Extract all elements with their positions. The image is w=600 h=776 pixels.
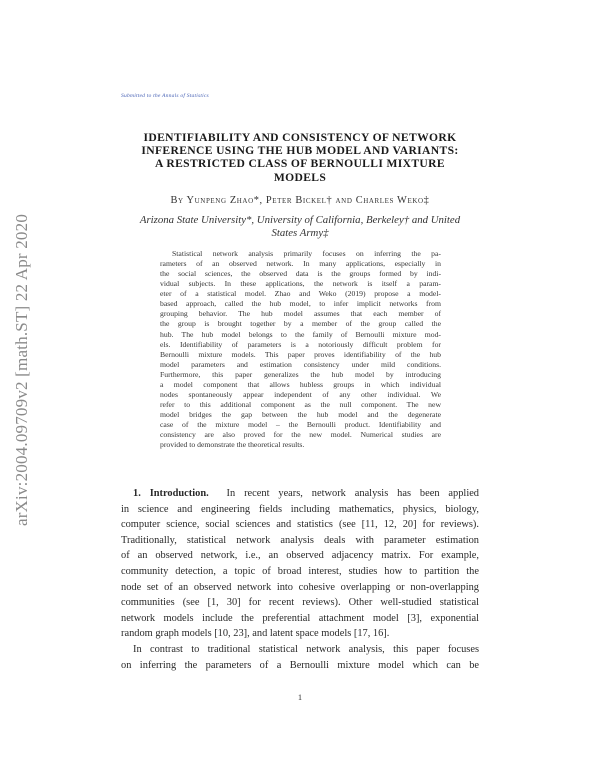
abstract-line: Statistical network analysis primarily focuses on inferring the pa- — [172, 249, 441, 258]
body-line: Traditionally, statistical network analysis deals with parameter estimation — [121, 534, 479, 546]
abstract-line: Bernoulli mixture models. This paper proves identifiability of the hub — [160, 349, 441, 359]
abstract-line: consistency are also proved for the new model. Numerical studies are — [160, 430, 441, 440]
abstract-line: rameters of an observed network. In many applications, especially in — [160, 259, 441, 269]
body-line: network models include the preferential attachment model [3], exponential — [121, 612, 479, 624]
abstract-line: refer to this additional component as the null component. The new — [160, 399, 441, 409]
section-heading: 1. Introduction. — [133, 488, 209, 499]
abstract-line: case of the mixture model – the Bernoulli product. Identifiability and — [160, 420, 441, 430]
affiliation-line: States Army‡ — [271, 227, 329, 240]
abstract-line: eter of a statistical model. Zhao and Weko (2019) propose a model- — [160, 289, 441, 299]
abstract-line: Furthermore, this paper generalizes the hub model by introducing — [160, 369, 441, 379]
abstract-line: the group is brought together by a member of the group called the — [160, 319, 441, 329]
title-line: INFERENCE USING THE HUB MODEL AND VARIANTS: — [141, 144, 459, 158]
page-number: 1 — [297, 692, 303, 702]
abstract-line: the social sciences, the observed data is the groups formed by indi- — [160, 269, 441, 279]
body-line: on inferring the parameters of a Bernoulli mixture model which can be — [121, 659, 479, 671]
body-line: community detection, a topic of broad interest, studies how to partition the — [121, 565, 479, 577]
abstract-line: model parameters and estimation consistency under mild conditions. — [160, 359, 441, 369]
author-list: By Yunpeng Zhao*, Peter Bickel† and Charles Weko‡ — [170, 195, 430, 206]
abstract-line: provided to demonstrate the theoretical results. — [160, 440, 305, 450]
abstract-line: nodes spontaneously appear independent of any other individual. We — [160, 389, 441, 399]
title-line: A RESTRICTED CLASS OF BERNOULLI MIXTURE — [155, 157, 445, 171]
abstract-line: els. Identifiability of parameters is a notoriously difficult problem for — [160, 339, 441, 349]
affiliations — [110, 214, 490, 241]
body-line: computer science, social sciences and statistics (see [11, 12, 20] for reviews). — [121, 519, 479, 531]
intro-first-line — [121, 486, 479, 502]
intro-first-line-text: In recent years, network analysis has been applied — [226, 488, 480, 499]
abstract — [160, 249, 441, 450]
title-line: MODELS — [273, 170, 327, 184]
abstract-line: hub. The hub model belongs to the family of Bernoulli mixture mod- — [160, 329, 441, 339]
body-line: in science and engineering fields including mathematics, physics, biology, — [121, 503, 479, 515]
submitted-note: Submitted to the Annals of Statistics — [121, 93, 209, 99]
body-line: of an observed network, i.e., an observed adjacency matrix. For example, — [121, 550, 479, 562]
affiliation-line: Arizona State University*, University of California, Berkeley† and United — [139, 214, 461, 226]
body-line: random graph models [10, 23], and latent space models [17, 16]. — [121, 628, 390, 640]
body-line: node set of an observed network into cohesive overlapping or non-overlapping — [121, 581, 479, 593]
paper-title — [110, 131, 490, 184]
body-text — [121, 486, 479, 673]
body-line: communities (see [1, 30] for recent reviews). Other well-studied statistical — [121, 597, 479, 609]
title-line: IDENTIFIABILITY AND CONSISTENCY OF NETWORK — [143, 131, 457, 144]
abstract-line: model bridges the gap between the hub model and the degenerate — [160, 410, 441, 419]
abstract-line: grouping behavior. The hub model assumes that each member of — [160, 309, 441, 319]
abstract-line: based approach, called the hub model, to infer implicit networks from — [160, 299, 441, 309]
arxiv-identifier: arXiv:2004.09709v2 [math.ST] 22 Apr 2020 — [12, 213, 31, 527]
body-line: In contrast to traditional statistical network analysis, this paper focuses — [133, 643, 479, 655]
abstract-line: a model component that allows hubless groups in which individual — [160, 379, 441, 389]
arxiv-sidebar — [6, 170, 38, 570]
abstract-line: vidual subjects. In these applications, the network is itself a param- — [160, 279, 441, 289]
